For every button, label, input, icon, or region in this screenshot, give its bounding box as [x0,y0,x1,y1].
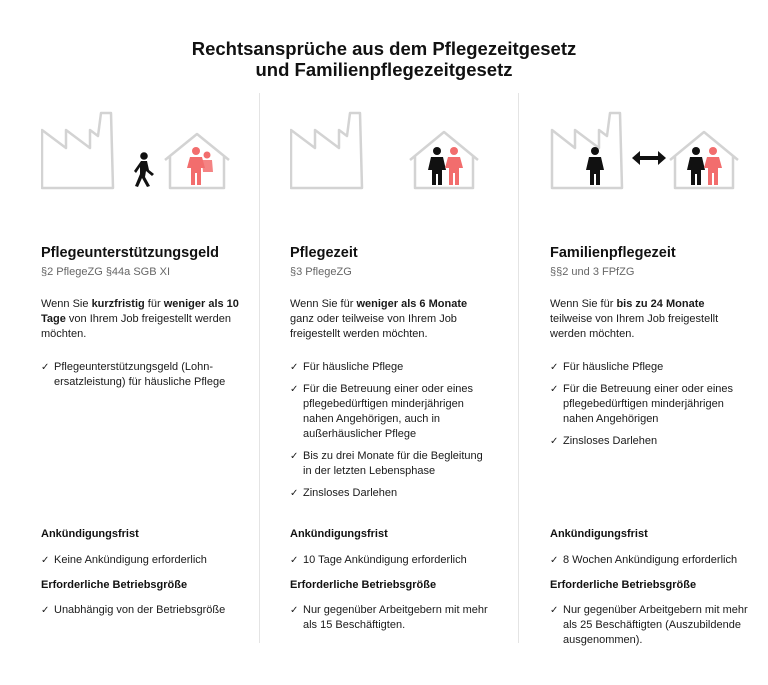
factory-with-person-icon [552,113,622,188]
illustration-column-2 [290,110,490,190]
list-item: ✓ Zinsloses Darlehen [550,435,658,447]
page-title-line-2: und Familienpflegezeitgesetz [255,59,513,80]
double-arrow-icon [632,151,666,165]
check-icon: ✓ [41,555,50,566]
column-legal-reference: §3 PflegeZG [290,266,352,278]
check-icon: ✓ [550,555,559,566]
check-icon: ✓ [290,605,299,616]
house-with-person-and-caregiver-icon [410,132,478,188]
check-icon: ✓ [41,362,50,373]
company-size-item: ✓ Nur gegenüber Arbeitgebern mit mehr als 25 Beschäftigten (Auszubildende ausgenommen). [550,604,748,646]
list-item: ✓ Bis zu drei Monate für die Begleitung in der letzten Lebensphase [290,450,483,477]
column-familienpflegezeit [550,0,760,685]
check-icon: ✓ [290,555,299,566]
check-icon: ✓ [290,451,299,462]
benefits-list [290,360,490,508]
column-title: Familienpflegezeit [550,245,676,261]
page-title-line-1: Rechtsansprüche aus dem Pflegezeitgesetz [191,38,577,59]
notice-period-item: ✓ 8 Wochen Ankündigung erforderlich [550,554,738,566]
company-size-heading: Erforderliche Betriebsgröße [290,579,437,591]
house-with-person-and-caregiver-icon [670,132,738,188]
column-title: Pflegeunterstützungsgeld [41,245,220,261]
list-item: ✓ Pflegeunterstützungsgeld (Lohn-ersatzleistung) für häusliche Pflege [41,361,226,388]
check-icon: ✓ [290,362,299,373]
notice-period-item: ✓ 10 Tage Ankündigung erforderlich [290,554,467,566]
notice-period-heading: Ankündigungsfrist [41,528,139,540]
check-icon: ✓ [290,384,299,395]
notice-period-heading: Ankündigungsfrist [290,528,388,540]
company-size-item: ✓ Unabhängig von der Betriebsgröße [41,604,226,616]
column-divider [259,93,260,643]
factory-icon [291,113,362,188]
benefits-list [550,360,750,456]
check-icon: ✓ [550,605,559,616]
check-icon: ✓ [41,605,50,616]
list-item: ✓ Für die Betreuung einer oder eines pflegebedürftigen minderjährigen nahen Angehörigen [550,383,733,425]
company-size-heading: Erforderliche Betriebsgröße [550,579,697,591]
house-caregiver-icon [165,134,229,188]
column-pflegeunterstuetzungsgeld [41,0,251,685]
notice-period-heading: Ankündigungsfrist [550,528,648,540]
column-intro: Wenn Sie für bis zu 24 Monate teilweise von Ihrem Job freigestellt werden möchten. [550,298,719,340]
column-title: Pflegezeit [290,245,358,261]
column-divider [518,93,519,643]
list-item: ✓ Für die Betreuung einer oder eines pflegebedürftigen minderjährigen nahen Angehörigen, auch in außerhäuslicher Pflege [290,383,473,440]
benefits-list [41,360,251,397]
check-icon: ✓ [550,436,559,447]
check-icon: ✓ [550,384,559,395]
company-size-item: ✓ Nur gegenüber Arbeitgebern mit mehr als 15 Beschäftigten. [290,604,488,631]
factory-icon [42,113,113,188]
column-intro: Wenn Sie kurzfristig für weniger als 10 Tage von Ihrem Job freigestellt werden möchten. [41,298,239,340]
column-pflegezeit [290,0,500,685]
list-item: ✓ Für häusliche Pflege [290,361,404,373]
company-size-heading: Erforderliche Betriebsgröße [41,579,188,591]
walking-person-icon [134,152,154,187]
notice-period-item: ✓ Keine Ankündigung erforderlich [41,554,207,566]
column-intro: Wenn Sie für weniger als 6 Monate ganz oder teilweise von Ihrem Job freigestellt werden möchten. [290,298,468,340]
column-legal-reference: §2 PflegeZG §44a SGB XI [41,266,171,278]
illustration-column-1 [41,110,241,190]
check-icon: ✓ [550,362,559,373]
list-item: ✓ Zinsloses Darlehen [290,487,398,499]
list-item: ✓ Für häusliche Pflege [550,361,664,373]
column-legal-reference: §§2 und 3 FPfZG [550,266,635,278]
illustration-column-3 [550,110,750,190]
check-icon: ✓ [290,488,299,499]
